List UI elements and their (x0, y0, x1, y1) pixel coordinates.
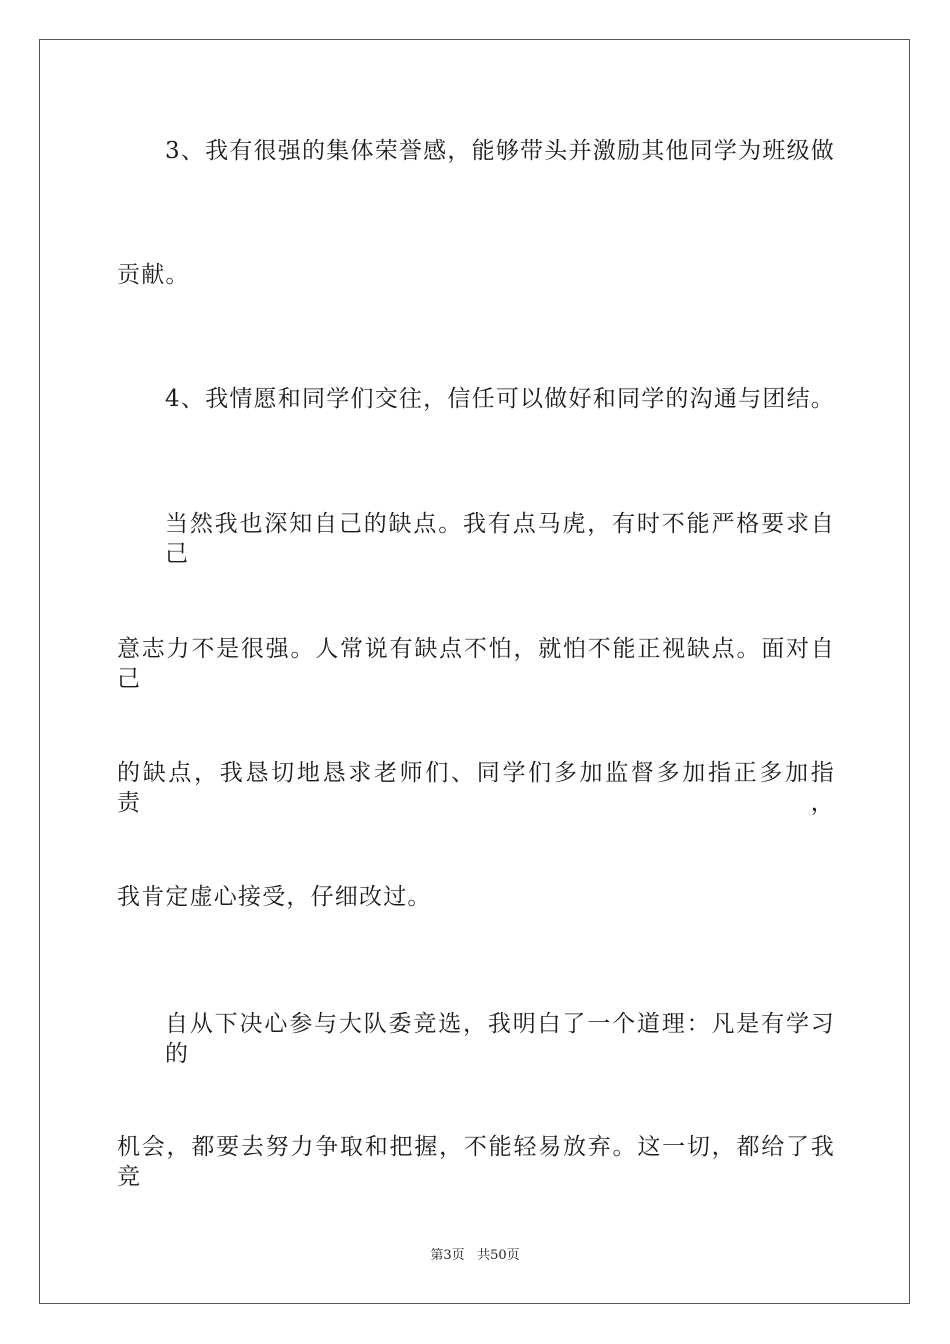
text-line: 自从下决心参与大队委竞选，我明白了一个道理：凡是有学习的 (165, 1011, 835, 1067)
page-number: 第3页 (430, 1248, 465, 1263)
text-line: 当然我也深知自己的缺点。我有点马虎，有时不能严格要求自己 (165, 511, 835, 567)
text-line: 3、我有很强的集体荣誉感，能够带头并激励其他同学为班级做 (165, 138, 835, 164)
text-line: 我肯定虚心接受，仔细改过。 (117, 884, 432, 910)
text-line: 贡献。 (117, 262, 190, 288)
text-line: 的缺点，我恳切地恳求老师们、同学们多加监督多加指正多加指责， (117, 760, 835, 816)
text-line: 意志力不是很强。人常说有缺点不怕，就怕不能正视缺点。面对自己 (117, 636, 835, 692)
text-line: 4、我情愿和同学们交往，信任可以做好和同学的沟通与团结。 (165, 386, 835, 412)
page-footer (0, 1247, 950, 1265)
text-line: 机会，都要去努力争取和把握，不能轻易放弃。这一切，都给了我竞 (117, 1134, 835, 1190)
page-total: 共50页 (477, 1248, 520, 1263)
